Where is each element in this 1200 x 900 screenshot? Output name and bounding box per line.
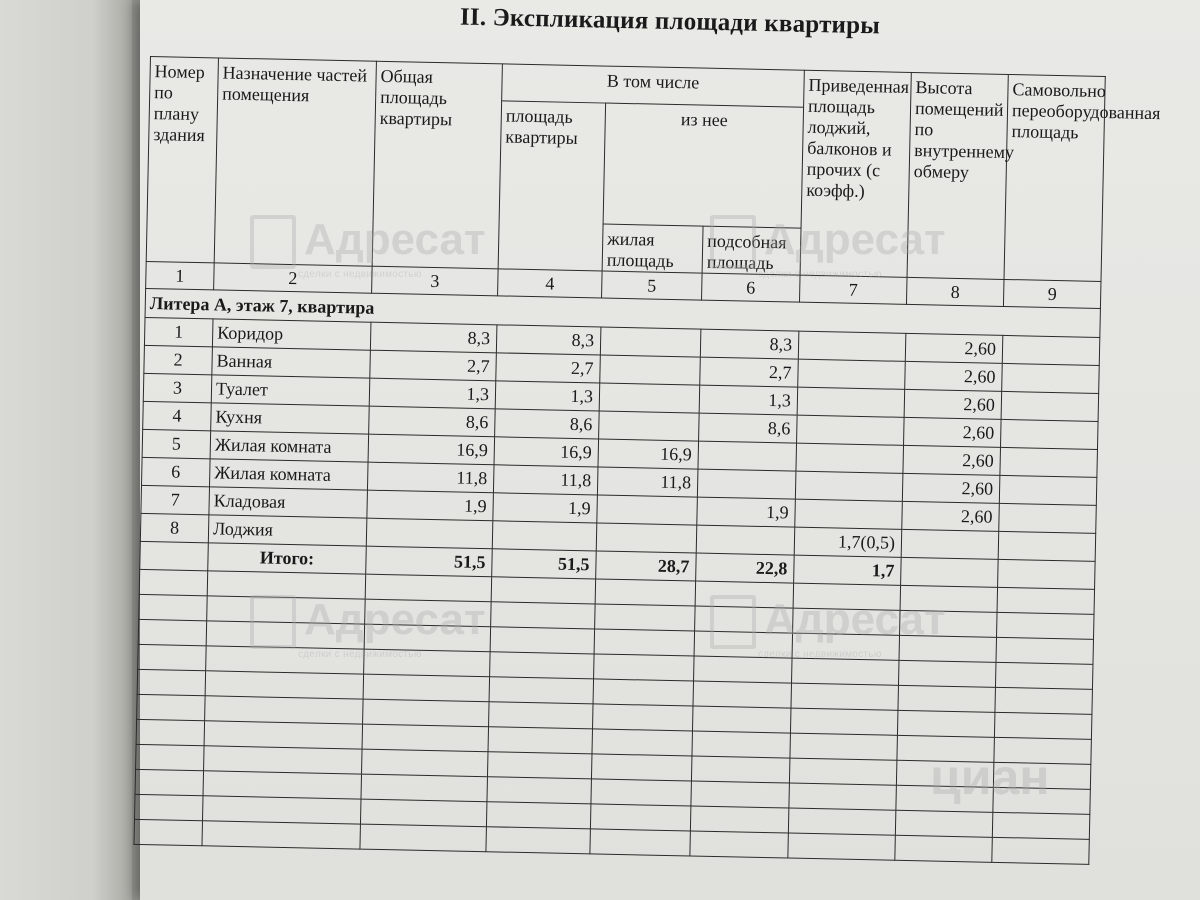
blank-cell <box>994 712 1092 739</box>
unauthorized-area <box>999 475 1097 505</box>
blank-cell <box>694 631 793 658</box>
totals-height <box>901 557 999 587</box>
column-number: 8 <box>906 277 1004 306</box>
blank-cell <box>362 724 488 752</box>
blank-cell <box>137 669 206 695</box>
header-purpose: Назначение частей помещения <box>214 58 376 266</box>
blank-cell <box>487 777 592 804</box>
apartment-area: 8,3 <box>496 325 601 355</box>
row-number: 4 <box>143 401 212 430</box>
blank-cell <box>898 660 996 687</box>
blank-cell <box>590 804 691 831</box>
blank-cell <box>792 658 900 685</box>
watermark-tagline: сделки с недвижимостью <box>298 649 422 661</box>
column-number: 3 <box>372 266 499 296</box>
blank-cell <box>136 744 205 770</box>
blank-cell <box>897 710 995 737</box>
totals-apartment-area: 51,5 <box>492 549 597 579</box>
document-title: II. Экспликация площади квартиры <box>459 3 881 40</box>
header-height: Высота помещений по внутреннему обмеру <box>907 72 1008 279</box>
blank-cell <box>788 833 896 860</box>
blank-cell <box>992 837 1090 864</box>
blank-cell <box>204 721 362 749</box>
left-page <box>0 0 132 900</box>
watermark-brand: Адресат <box>304 215 486 264</box>
column-number: 4 <box>498 269 603 298</box>
blank-cell <box>490 652 595 679</box>
living-area <box>599 383 700 413</box>
loggia-area <box>797 387 905 417</box>
explication-table <box>133 56 1161 865</box>
auxiliary-area: 2,7 <box>700 357 799 387</box>
blank-cell <box>792 633 900 660</box>
room-name: Кладовая <box>209 487 368 518</box>
blank-cell <box>136 719 205 745</box>
blank-cell <box>695 606 794 633</box>
totals-loggia-area: 1,7 <box>794 555 902 585</box>
blank-cell <box>365 574 491 602</box>
blank-cell <box>590 829 691 856</box>
header-total-area: Общая площадь квартиры <box>372 61 502 269</box>
ceiling-height: 2,60 <box>902 473 1000 503</box>
explication-table-wrap <box>133 56 1161 865</box>
row-number: 8 <box>140 513 209 542</box>
blank-cell <box>203 771 361 799</box>
blank-cell <box>138 619 207 645</box>
blank-cell <box>486 827 591 854</box>
unauthorized-area <box>1002 363 1100 393</box>
blank-cell <box>360 824 486 852</box>
blank-cell <box>691 756 790 783</box>
watermark-brand: Адресат <box>764 595 946 644</box>
apartment-area: 11,8 <box>493 465 598 495</box>
blank-cell <box>362 749 488 777</box>
unauthorized-area <box>1000 447 1098 477</box>
total-area <box>366 518 493 549</box>
ceiling-height <box>901 529 999 559</box>
blank-cell <box>139 569 208 595</box>
loggia-area <box>798 359 906 389</box>
row-number: 6 <box>142 457 211 486</box>
blank-cell <box>591 779 692 806</box>
blank-cell <box>202 796 360 824</box>
watermark-brand: Адресат <box>304 595 486 644</box>
blank-cell <box>206 621 364 649</box>
blank-cell <box>593 679 694 706</box>
loggia-area <box>795 499 903 529</box>
blank-cell <box>994 737 1092 764</box>
blank-cell <box>690 806 789 833</box>
loggia-area <box>795 471 903 501</box>
blank-cell <box>789 758 897 785</box>
apartment-area: 16,9 <box>494 437 599 467</box>
ceiling-height: 2,60 <box>905 333 1003 363</box>
blank-cell <box>692 706 791 733</box>
blank-cell <box>695 581 794 608</box>
document-sheet <box>140 0 1200 900</box>
header-unauthorized: Самовольно переоборудованная площадь <box>1004 74 1105 281</box>
blank-cell <box>900 585 998 612</box>
total-area: 2,7 <box>370 350 497 381</box>
blank-cell <box>204 746 362 774</box>
loggia-area <box>796 443 904 473</box>
room-name: Жилая комната <box>210 431 369 462</box>
row-number: 2 <box>144 345 213 374</box>
auxiliary-area: 1,3 <box>699 385 798 415</box>
blank-cell <box>694 656 793 683</box>
blank-cell <box>206 646 364 674</box>
room-name: Ванная <box>212 347 371 378</box>
blank-cell <box>365 599 491 627</box>
blank-cell <box>488 727 593 754</box>
auxiliary-area <box>696 525 795 555</box>
ceiling-height: 2,60 <box>905 361 1003 391</box>
room-name: Лоджия <box>208 515 367 546</box>
room-name: Жилая комната <box>209 459 368 490</box>
blank-cell <box>996 637 1094 664</box>
column-number: 9 <box>1003 279 1101 308</box>
living-area <box>600 327 701 357</box>
column-number: 5 <box>602 271 703 300</box>
blank-cell <box>595 579 696 606</box>
row-number: 5 <box>142 429 211 458</box>
blank-cell <box>992 812 1090 839</box>
blank-cell <box>491 602 596 629</box>
room-name: Коридор <box>212 319 371 350</box>
blank-cell <box>137 694 206 720</box>
total-area: 8,3 <box>370 322 497 353</box>
blank-cell <box>592 729 693 756</box>
blank-cell <box>793 608 901 635</box>
auxiliary-area: 8,6 <box>699 413 798 443</box>
header-auxiliary-area: подсобная площадь <box>702 226 801 275</box>
blank-cell <box>692 731 791 758</box>
header-living-area: жилая площадь <box>602 224 703 273</box>
blank-cell <box>691 781 790 808</box>
room-name: Кухня <box>211 403 370 434</box>
blank-cell <box>202 821 360 849</box>
auxiliary-area: 8,3 <box>700 329 799 359</box>
blank-cell <box>898 685 996 712</box>
blank-cell <box>789 783 897 810</box>
header-apartment-area: площадь квартиры <box>498 101 605 271</box>
blank-cell <box>135 794 204 820</box>
living-area <box>599 411 700 441</box>
blank-cell <box>364 649 490 677</box>
unauthorized-area <box>1000 419 1098 449</box>
loggia-area: 1,7(0,5) <box>794 527 902 557</box>
apartment-area: 8,6 <box>495 409 600 439</box>
apartment-area <box>492 521 597 551</box>
total-area: 1,3 <box>369 378 496 409</box>
totals-label: Итого: <box>208 543 367 574</box>
blank-cell <box>896 785 994 812</box>
room-name: Туалет <box>211 375 370 406</box>
blank-cell <box>899 635 997 662</box>
row-number: 7 <box>141 485 210 514</box>
watermark-tagline: сделки с недвижимостью <box>298 269 422 281</box>
blank-cell <box>995 687 1093 714</box>
unauthorized-area <box>998 531 1096 561</box>
blank-cell <box>491 577 596 604</box>
living-area <box>600 355 701 385</box>
blank-cell <box>791 683 899 710</box>
column-number: 1 <box>146 261 215 289</box>
totals-auxiliary-area: 22,8 <box>696 553 795 583</box>
auxiliary-area <box>698 441 797 471</box>
header-including: В том числе <box>502 64 805 107</box>
blank-cell <box>895 835 993 862</box>
unauthorized-area <box>1002 335 1100 365</box>
blank-cell <box>897 735 995 762</box>
blank-cell <box>207 571 365 599</box>
blank-cell <box>490 627 595 654</box>
column-number: 7 <box>799 275 907 304</box>
unauthorized-area <box>999 503 1097 533</box>
living-area <box>597 495 698 525</box>
total-area: 8,6 <box>369 406 496 437</box>
blank-cell <box>363 699 489 727</box>
blank-cell <box>139 594 208 620</box>
blank-cell <box>489 677 594 704</box>
blank-cell <box>595 604 696 631</box>
watermark-brand: Адресат <box>764 215 946 264</box>
blank-cell <box>363 674 489 702</box>
column-number: 6 <box>702 273 801 302</box>
apartment-area: 1,9 <box>493 493 598 523</box>
loggia-area <box>798 331 906 361</box>
blank-cell <box>207 596 365 624</box>
blank-cell <box>594 654 695 681</box>
blank-cell <box>995 662 1093 689</box>
header-plan-number: Номер по плану здания <box>146 57 218 263</box>
blank-cell <box>896 760 994 787</box>
blank-cell <box>993 762 1091 789</box>
unauthorized-area <box>1001 391 1099 421</box>
blank-cell <box>591 754 692 781</box>
watermark-tagline: сделки с недвижимостью <box>758 269 882 281</box>
total-area: 16,9 <box>368 434 495 465</box>
row-number: 1 <box>144 317 213 346</box>
blank-cell <box>997 587 1095 614</box>
blank-cell <box>900 610 998 637</box>
apartment-area: 1,3 <box>495 381 600 411</box>
blank-cell <box>205 696 363 724</box>
ceiling-height: 2,60 <box>904 389 1002 419</box>
blank-cell <box>788 808 896 835</box>
section-label: Литера А, этаж 7, квартира <box>145 288 1100 337</box>
blank-cell <box>790 708 898 735</box>
blank-cell <box>594 629 695 656</box>
watermark-tagline: сделки с недвижимостью <box>758 649 882 661</box>
ceiling-height: 2,60 <box>903 445 1001 475</box>
ceiling-height: 2,60 <box>904 417 1002 447</box>
header-of-which: из нее <box>603 103 803 228</box>
blank-cell <box>364 624 490 652</box>
loggia-area <box>797 415 905 445</box>
watermark-cian: циан <box>930 749 1050 805</box>
living-area: 16,9 <box>598 439 699 469</box>
blank-cell <box>593 704 694 731</box>
header-loggia-area: Приведенная площадь лоджий, балконов и прочих (с коэфф.) <box>800 70 911 277</box>
totals-unauthorized <box>998 559 1096 589</box>
blank-cell <box>793 583 901 610</box>
row-number: 3 <box>143 373 212 402</box>
totals-living-area: 28,7 <box>596 551 697 581</box>
blank-cell <box>997 612 1095 639</box>
blank-cell <box>205 671 363 699</box>
auxiliary-area: 1,9 <box>697 497 796 527</box>
column-number: 2 <box>214 263 373 293</box>
blank-cell <box>790 733 898 760</box>
blank-cell <box>486 802 591 829</box>
blank-cell <box>693 681 792 708</box>
totals-total-area: 51,5 <box>366 546 493 577</box>
blank-cell <box>135 769 204 795</box>
blank-cell <box>489 702 594 729</box>
blank-cell <box>134 819 203 845</box>
total-area: 11,8 <box>367 462 494 493</box>
blank-cell <box>487 752 592 779</box>
ceiling-height: 2,60 <box>902 501 1000 531</box>
blank-cell <box>690 831 789 858</box>
living-area <box>596 523 697 553</box>
auxiliary-area <box>697 469 796 499</box>
blank-cell <box>360 799 486 827</box>
blank-cell <box>993 787 1091 814</box>
total-area: 1,9 <box>367 490 494 521</box>
apartment-area: 2,7 <box>496 353 601 383</box>
totals-empty-cell <box>140 541 209 570</box>
blank-cell <box>138 644 207 670</box>
blank-cell <box>895 810 993 837</box>
blank-cell <box>361 774 487 802</box>
living-area: 11,8 <box>597 467 698 497</box>
